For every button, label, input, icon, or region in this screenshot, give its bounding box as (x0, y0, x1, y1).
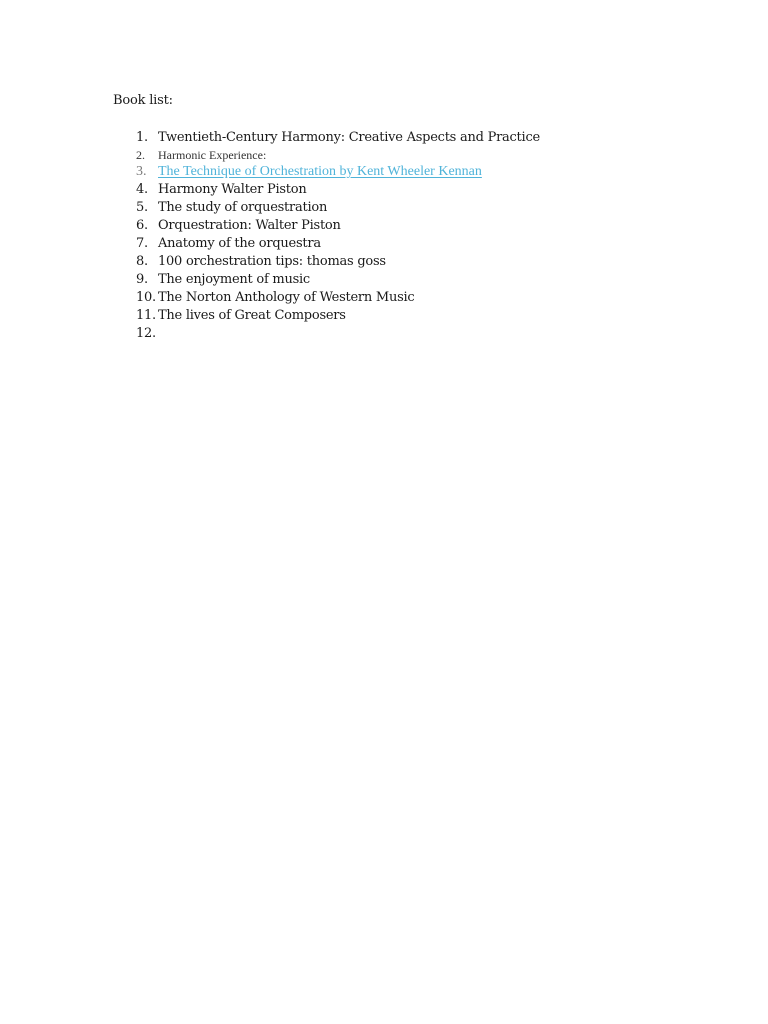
list-item-number: 3. (136, 164, 147, 179)
list-item-number: 11. (136, 308, 156, 323)
list-item (0, 147, 768, 163)
list-item-number: 2. (136, 148, 145, 162)
list-item (0, 289, 768, 307)
list-item (0, 217, 768, 235)
book-list (0, 129, 768, 343)
list-item-link[interactable]: The Technique of Orchestration by Kent Wheeler Kennan (158, 164, 482, 179)
list-item-title: Harmony Walter Piston (158, 182, 307, 197)
list-item-title: 100 orchestration tips: thomas goss (158, 254, 386, 269)
list-item-number: 6. (136, 218, 148, 233)
list-item-title: Anatomy of the orquestra (158, 236, 321, 251)
list-item-number: 10. (136, 290, 156, 305)
list-item-number: 12. (136, 326, 156, 341)
list-item-number: 1. (136, 130, 148, 145)
list-item (0, 199, 768, 217)
list-item-number: 4. (136, 182, 148, 197)
list-item-number: 5. (136, 200, 148, 215)
list-item (0, 235, 768, 253)
list-item (0, 129, 768, 147)
list-item-title: Twentieth-Century Harmony: Creative Aspects and Practice (158, 130, 540, 145)
list-item-title: Harmonic Experience: (158, 148, 267, 162)
list-item-number: 8. (136, 254, 148, 269)
list-item-title: Orquestration: Walter Piston (158, 218, 341, 233)
list-item-number: 9. (136, 272, 148, 287)
list-item (0, 253, 768, 271)
list-item-number: 7. (136, 236, 148, 251)
list-item (0, 163, 768, 181)
list-item (0, 325, 768, 343)
list-item-title: The study of orquestration (158, 200, 328, 215)
list-item (0, 271, 768, 289)
list-item (0, 181, 768, 199)
list-item (0, 307, 768, 325)
list-item-title: The lives of Great Composers (158, 308, 346, 323)
list-item-title: The enjoyment of music (158, 272, 310, 287)
list-item-title: The Norton Anthology of Western Music (158, 290, 415, 305)
book-list-heading: Book list: (113, 93, 173, 108)
